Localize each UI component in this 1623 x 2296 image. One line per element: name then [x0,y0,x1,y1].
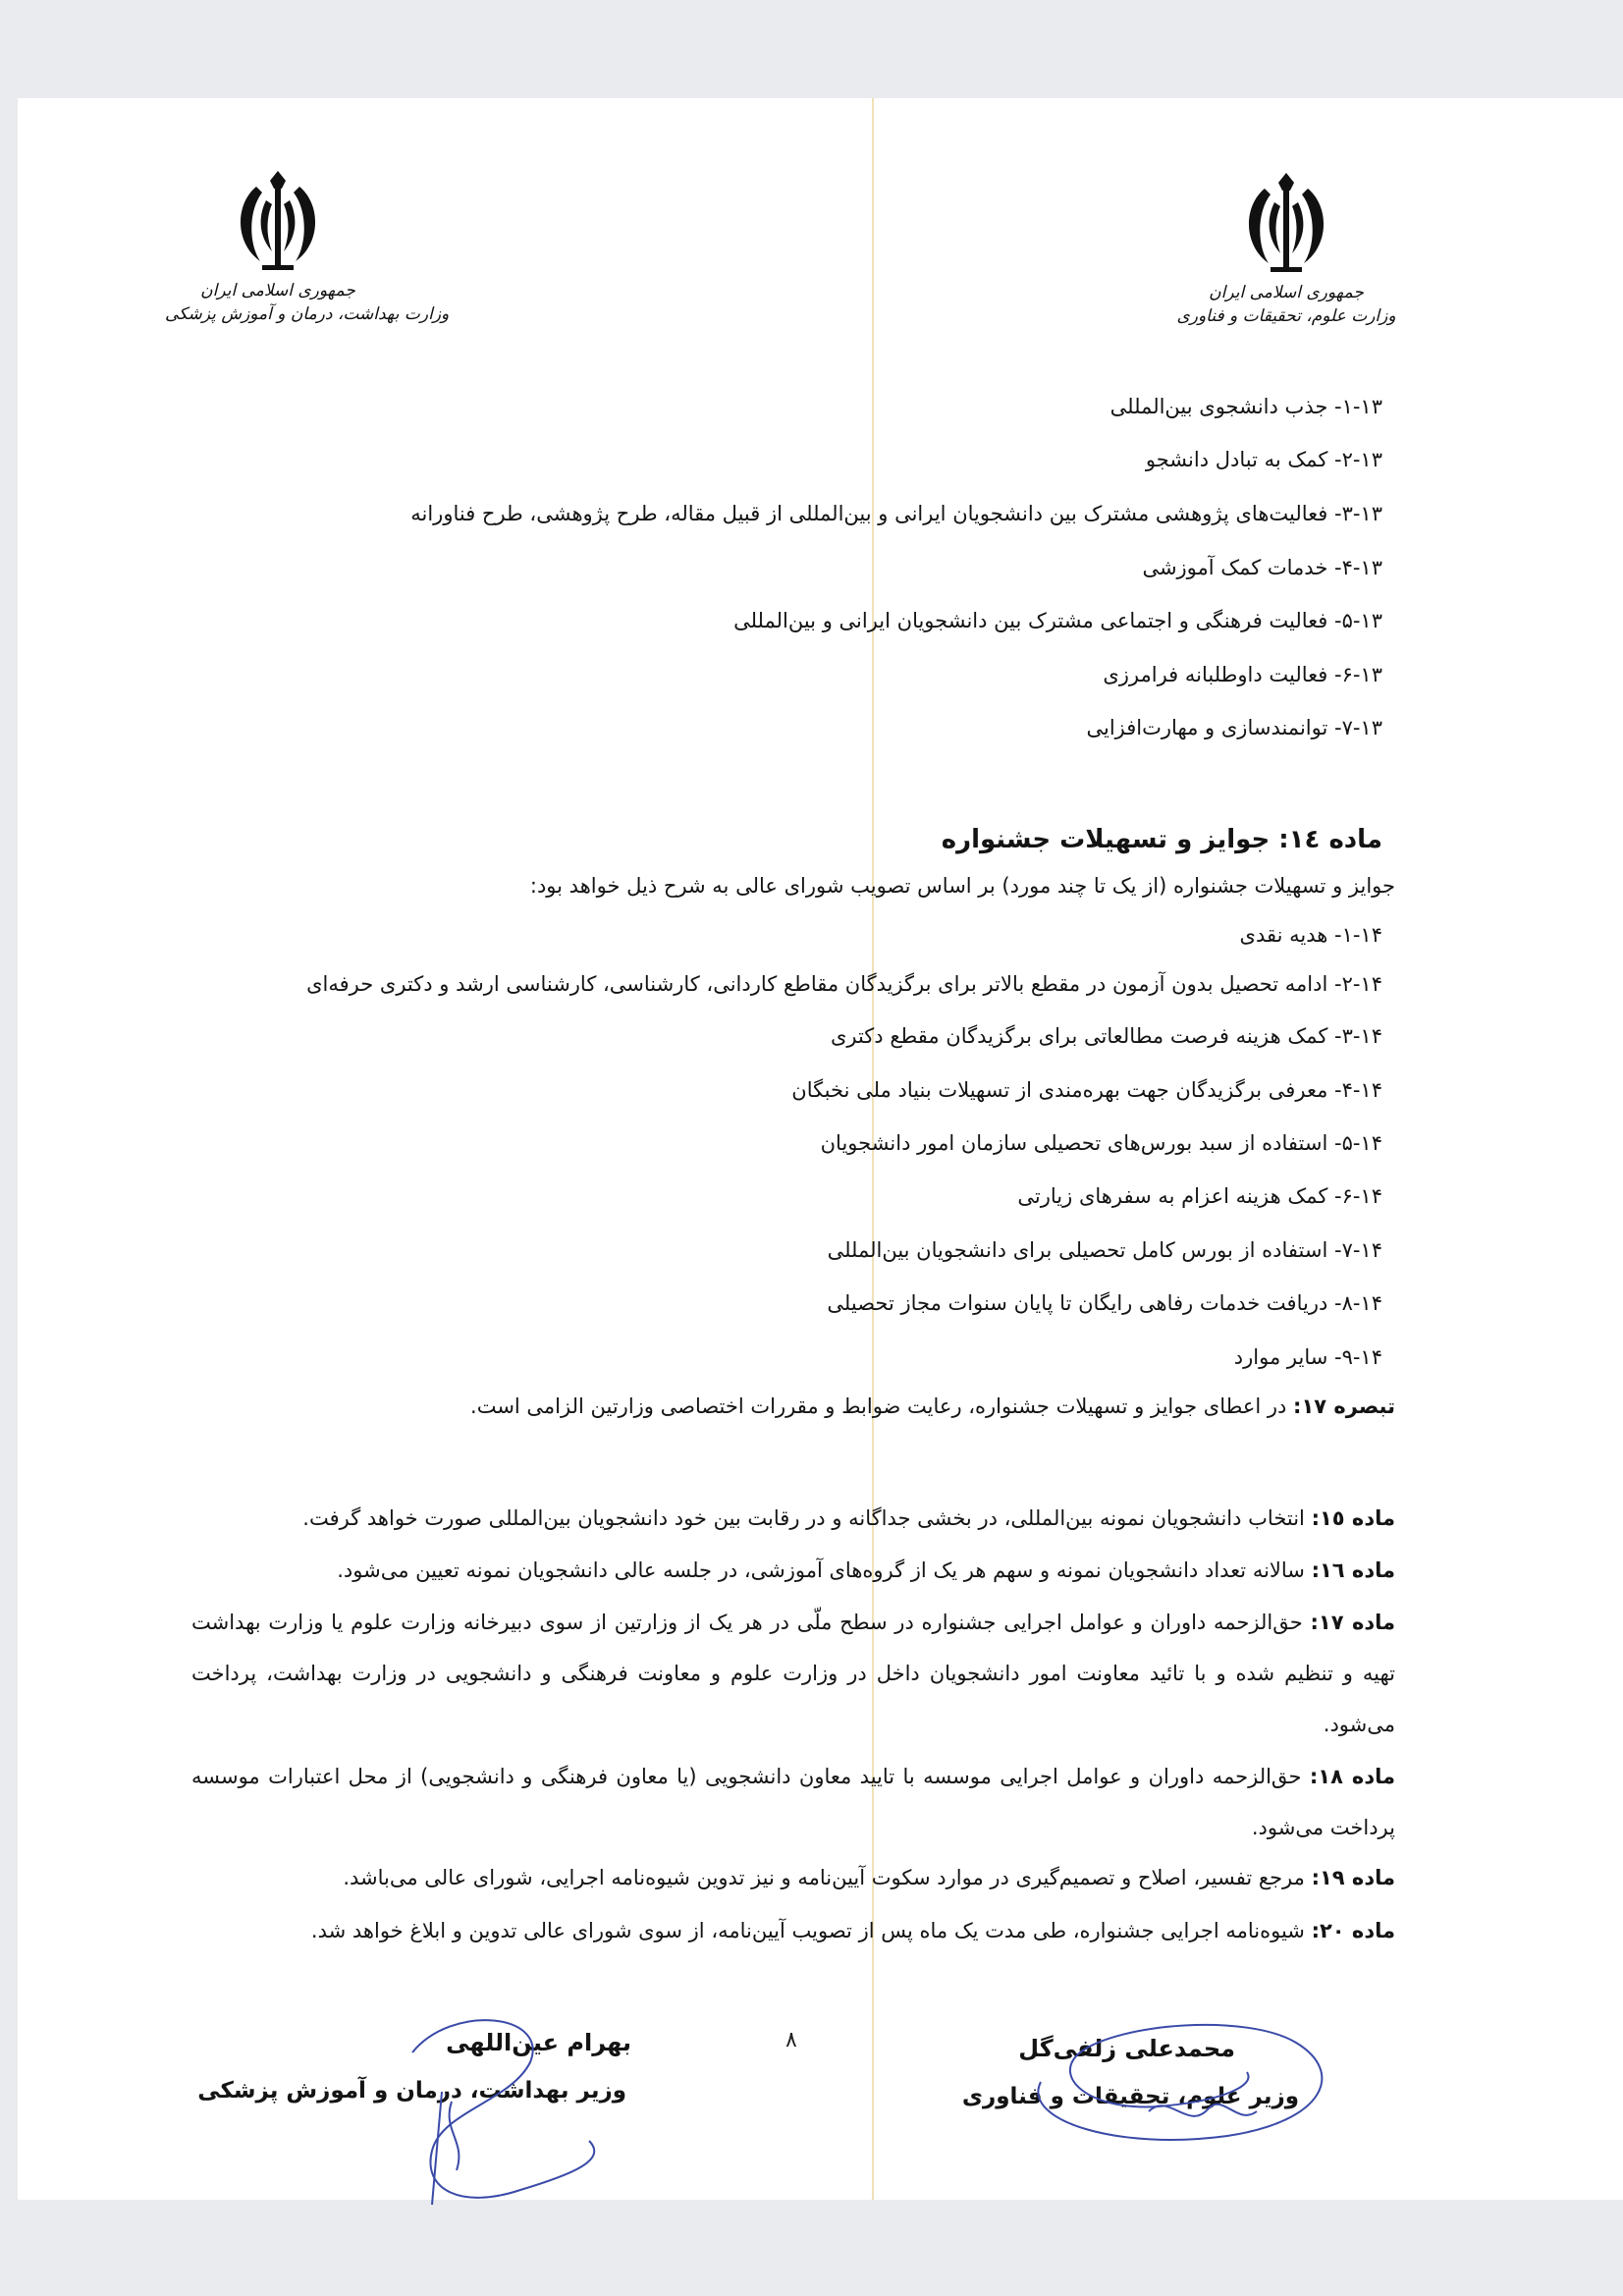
list-item-14-2: ۲-۱۴- ادامه تحصیل بدون آزمون در مقطع بالاتر برای برگزیدگان مقاطع کاردانی، کارشناسی، کارشناسی ارشد و دکتری حرفه‌ای [306,972,1382,996]
note-label: تبصره ١٧: [1293,1394,1395,1418]
list-item-14-5: ۵-۱۴- استفاده از سبد بورس‌های تحصیلی سازمان امور دانشجویان [820,1131,1382,1155]
article-14-heading: ماده ١٤: جوایز و تسهیلات جشنواره [941,825,1382,854]
list-item-13-1: ۱-۱۳- جذب دانشجوی بین‌المللی [1109,395,1382,418]
list-item-14-3: ۳-۱۴- کمک هزینه فرصت مطالعاتی برای برگزیدگان مقطع دکتری [830,1024,1382,1048]
handwritten-signature-left [295,1994,619,2219]
article-18 [191,1751,1395,1853]
list-item-14-6: ۶-۱۴- کمک هزینه اعزام به سفرهای زیارتی [1017,1184,1382,1208]
iran-emblem-icon [227,167,329,275]
handwritten-signature-right [1001,1994,1355,2160]
article-text: حق‌الزحمه داوران و عوامل اجرایی موسسه با تایید معاون دانشجویی (یا معاون فرهنگی و دانشجویی) از محل اعتبارات موسسه پرداخت می‌شود. [191,1765,1395,1839]
page-number: ۸ [785,2028,797,2052]
article-label: ماده ١٧: [1310,1611,1395,1634]
list-item-14-7: ۷-۱۴- استفاده از بورس کامل تحصیلی برای دانشجویان بین‌المللی [827,1238,1382,1262]
iran-emblem-icon [1235,169,1337,277]
article-text: مرجع تفسیر، اصلاح و تصمیم‌گیری در موارد سکوت آیین‌نامه و نیز تدوین شیوه‌نامه اجرایی، شورای عالی می‌باشد. [343,1866,1312,1889]
signature-title-left: وزیر بهداشت، درمان و آموزش پزشکی [197,2078,626,2104]
article-19 [191,1852,1395,1903]
emblem-line-2: وزارت بهداشت، درمان و آموزش پزشکی [165,304,450,324]
note-text: در اعطای جوایز و تسهیلات جشنواره، رعایت ضوابط و مقررات اختصاصی وزارتین الزامی است. [470,1394,1294,1418]
list-item-13-7: ۷-۱۳- توانمندسازی و مهارت‌افزایی [1086,716,1382,739]
article-label: ماده ١٦: [1311,1558,1395,1582]
article-text: حق‌الزحمه داوران و عوامل اجرایی جشنواره در سطح ملّی در هر یک از وزارتین از سوی دبیرخانه وزارت علوم یا وزارت بهداشت تهیه و تنظیم شده و با تائید معاونت امور دانشجویان داخل در وزارت علوم و معاونت فرهنگی و دانشجویی در وزارت بهداشت، پرداخت می‌شود. [191,1611,1395,1736]
list-item-13-2: ۲-۱۳- کمک به تبادل دانشجو [1145,448,1382,471]
list-item-13-4: ۴-۱۳- خدمات کمک آموزشی [1142,556,1382,579]
signature-name-left: بهرام عین‌اللهی [446,2029,631,2056]
list-item-14-8: ۸-۱۴- دریافت خدمات رفاهی رایگان تا پایان سنوات مجاز تحصیلی [827,1291,1382,1315]
emblem-line-1: جمهوری اسلامی ایران [1209,283,1364,302]
list-item-14-4: ۴-۱۴- معرفی برگزیدگان جهت بهره‌مندی از تسهیلات بنیاد ملی نخبگان [791,1078,1382,1102]
article-text: سالانه تعداد دانشجویان نمونه و سهم هر یک از گروه‌های آموزشی، در جلسه عالی دانشجویان نمونه تعیین می‌شود. [337,1558,1312,1582]
emblem-science-ministry [1173,169,1399,326]
list-item-13-3: ۳-۱۳- فعالیت‌های پژوهشی مشترک بین دانشجویان ایرانی و بین‌المللی از قبیل مقاله، طرح پژوهشی، طرح فناورانه [410,502,1382,525]
emblem-line-1: جمهوری اسلامی ایران [200,281,355,301]
emblem-health-ministry [165,167,450,324]
article-text: شیوه‌نامه اجرایی جشنواره، طی مدت یک ماه پس از تصویب آیین‌نامه، از سوی شورای عالی تدوین و ابلاغ خواهد شد. [310,1919,1312,1942]
article-20 [191,1905,1395,1956]
signature-name-right: محمدعلی زلفی‌گل [1018,2035,1235,2062]
article-16 [191,1545,1395,1596]
list-item-13-6: ۶-۱۳- فعالیت داوطلبانه فرامرزی [1103,663,1382,686]
emblem-line-2: وزارت علوم، تحقیقات و فناوری [1176,306,1396,326]
article-label: ماده ١٩: [1311,1866,1395,1889]
note-17 [470,1394,1395,1418]
list-item-13-5: ۵-۱۳- فعالیت فرهنگی و اجتماعی مشترک بین دانشجویان ایرانی و بین‌المللی [733,609,1382,632]
article-label: ماده ١٨: [1309,1765,1395,1788]
list-item-14-9: ۹-۱۴- سایر موارد [1233,1345,1382,1369]
signature-title-right: وزیر علوم، تحقیقات و فناوری [961,2084,1299,2109]
article-text: انتخاب دانشجویان نمونه بین‌المللی، در بخشی جداگانه و در رقابت بین خود دانشجویان بین‌المللی صورت خواهد گرفت. [302,1506,1312,1530]
article-label: ماده ٢٠: [1311,1919,1395,1942]
article-label: ماده ١٥: [1311,1506,1395,1530]
article-17 [191,1597,1395,1750]
list-item-14-1: ۱-۱۴- هدیه نقدی [1239,923,1382,947]
article-15 [191,1493,1395,1544]
article-14-intro: جوایز و تسهیلات جشنواره (از یک تا چند مورد) بر اساس تصویب شورای عالی به شرح ذیل خواهد بود: [529,874,1395,898]
